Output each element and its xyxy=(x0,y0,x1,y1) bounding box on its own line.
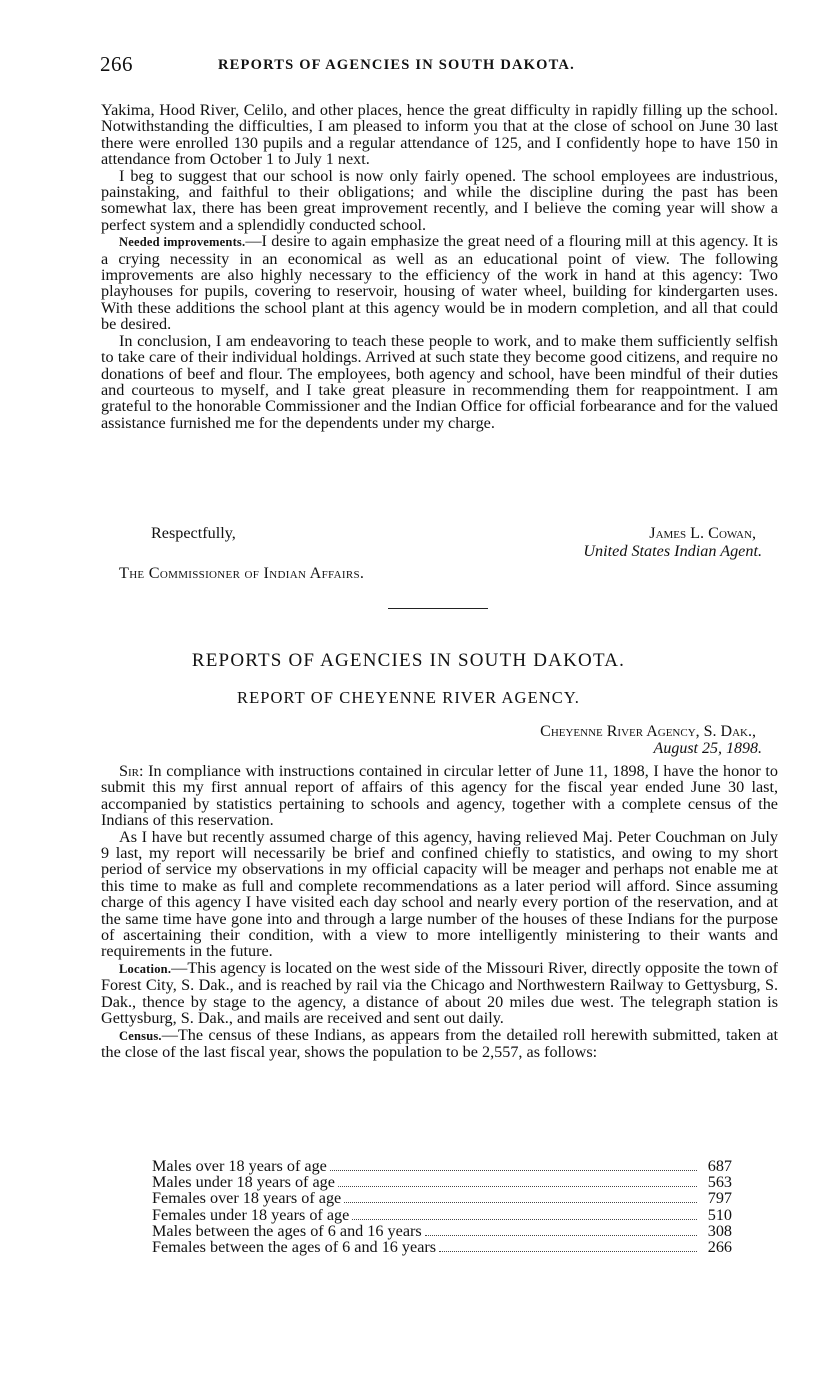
census-value: 308 xyxy=(707,1221,732,1240)
census-value: 797 xyxy=(707,1189,732,1208)
needed-improvements-heading: Needed improvements. xyxy=(119,235,246,250)
census-table xyxy=(152,1158,732,1255)
paragraph-school-opened: I beg to suggest that our school is now only fairly opened. The school employees are industrious, painstaking, and faithful to their obligations; and while the discipline during the past has been somewhat lax, there has been great improvement recently, and I believe the coming year will show a perfect system and a splendidly conducted school. xyxy=(101,166,778,234)
leader-dots xyxy=(425,1224,697,1236)
census-label: Males between the ages of 6 and 16 years xyxy=(152,1221,422,1240)
paragraph-recently-assumed: As I have but recently assumed charge of this agency, having relieved Maj. Peter Couchman on July 9 last, my report will necessarily be brief and confined chiefly to statistics, and owing to my short period of service my observations in my official capacity will be meager and perhaps not enable me at this time to make as full and complete recommendations as a later period will afford. Since assuming charge of this agency I have visited each day school and nearly every portion of the reservation, and at the same time have gone into and through a large number of the houses of these Indians for the purpose of ascertaining their condition, with a view to more intelligently ministering to their wants and requirements in the future. xyxy=(101,827,778,961)
previous-report-body xyxy=(101,102,778,431)
location-text: —This agency is located on the west side of the Missouri River, directly opposite the town of Forest City, S. Dak., and is reached by rail via the Chicago and Northwestern Railway to Gettysburg, S. Dak., thence by stage to the agency, a distance of about 20 miles due west. The telegraph station is Gettysburg, S. Dak., and mails are received and sent out daily. xyxy=(101,958,778,1028)
table-row xyxy=(152,1190,732,1206)
census-text: —The census of these Indians, as appears from the detailed roll herewith submitted, taken at the close of the last fiscal year, shows the population to be 2,557, as follows: xyxy=(101,1025,778,1061)
table-row xyxy=(152,1239,732,1255)
running-head: REPORTS OF AGENCIES IN SOUTH DAKOTA. xyxy=(218,57,575,73)
table-row xyxy=(152,1223,732,1239)
leader-dots xyxy=(338,1175,697,1187)
paragraph-needed-improvements xyxy=(101,233,778,332)
census-heading: Census. xyxy=(119,1028,162,1043)
signer-name: James L. Cowan, xyxy=(649,524,756,542)
census-value: 563 xyxy=(707,1173,732,1192)
census-value: 510 xyxy=(707,1205,732,1224)
dateline-place: Cheyenne River Agency, S. Dak., xyxy=(540,723,756,740)
page-number: 266 xyxy=(100,52,133,76)
section-divider xyxy=(388,608,488,609)
section-title: REPORTS OF AGENCIES IN SOUTH DAKOTA. xyxy=(191,650,626,671)
signature-block xyxy=(101,524,778,584)
closing-respectfully: Respectfully, xyxy=(151,524,236,542)
census-label: Females under 18 years of age xyxy=(152,1205,350,1224)
page-header xyxy=(100,52,780,82)
table-row xyxy=(152,1207,732,1223)
census-value: 687 xyxy=(707,1157,732,1175)
census-value: 266 xyxy=(707,1237,732,1256)
table-row xyxy=(152,1158,732,1174)
cheyenne-report-body xyxy=(101,763,778,1060)
signer-title: United States Indian Agent. xyxy=(583,542,762,560)
report-title: REPORT OF CHEYENNE RIVER AGENCY. xyxy=(236,688,580,707)
paragraph-location xyxy=(101,960,778,1027)
census-label: Males over 18 years of age xyxy=(152,1157,327,1175)
leader-dots xyxy=(352,1208,697,1220)
paragraph-salutation xyxy=(101,763,778,829)
leader-dots xyxy=(330,1159,697,1171)
census-label: Females between the ages of 6 and 16 years xyxy=(152,1237,437,1256)
leader-dots xyxy=(344,1191,697,1203)
table-row xyxy=(152,1174,732,1190)
census-label: Females over 18 years of age xyxy=(152,1189,342,1208)
dateline-date: August 25, 1898. xyxy=(653,740,762,757)
census-label: Males under 18 years of age xyxy=(152,1173,335,1192)
addressee: The Commissioner of Indian Affairs. xyxy=(119,564,365,582)
leader-dots xyxy=(439,1240,697,1252)
paragraph-compliance: In compliance with instructions contained in circular letter of June 11, 1898, I have the honor to submit this my first annual report of affairs of this agency for the fiscal year ended June 30 last, accompanied by statistics pertaining to schools and agency, together with a complete census of the Indians of this reservation. xyxy=(101,762,778,830)
paragraph-census xyxy=(101,1027,778,1061)
paragraph-conclusion: In conclusion, I am endeavoring to teach these people to work, and to make them sufficiently selfish to take care of their individual holdings. Arrived at such state they become good citizens, and require no donations of beef and flour. The employees, both agency and school, have been mindful of their duties and courteous to myself, and I take great pleasure in recommending them for reappointment. I am grateful to the honorable Commissioner and the Indian Office for official forbearance and for the valued assistance furnished me for the dependents under my charge. xyxy=(101,331,778,432)
salutation: Sir: xyxy=(119,762,144,780)
paragraph-yakima: Yakima, Hood River, Celilo, and other places, hence the great difficulty in rapidly filling up the school. Notwithstanding the difficulties, I am pleased to inform you that at the close of school on June 30 last there were enrolled 130 pupils and a regular attendance of 125, and I confidently hope to have 150 in attendance from October 1 to July 1 next. xyxy=(101,101,778,169)
dateline xyxy=(101,723,778,759)
needed-improvements-text: —I desire to again emphasize the great need of a flouring mill at this agency. It is a crying necessity in an economical as well as an educational point of view. The following improvements are also highly necessary to the efficiency of the work in hand at this agency: Two playhouses for pupils, covering to reservoir, housing of water wheel, building for kindergarten uses. With these additions the school plant at this agency would be in modern completion, and all that could be desired. xyxy=(101,232,778,334)
location-heading: Location. xyxy=(119,961,172,976)
